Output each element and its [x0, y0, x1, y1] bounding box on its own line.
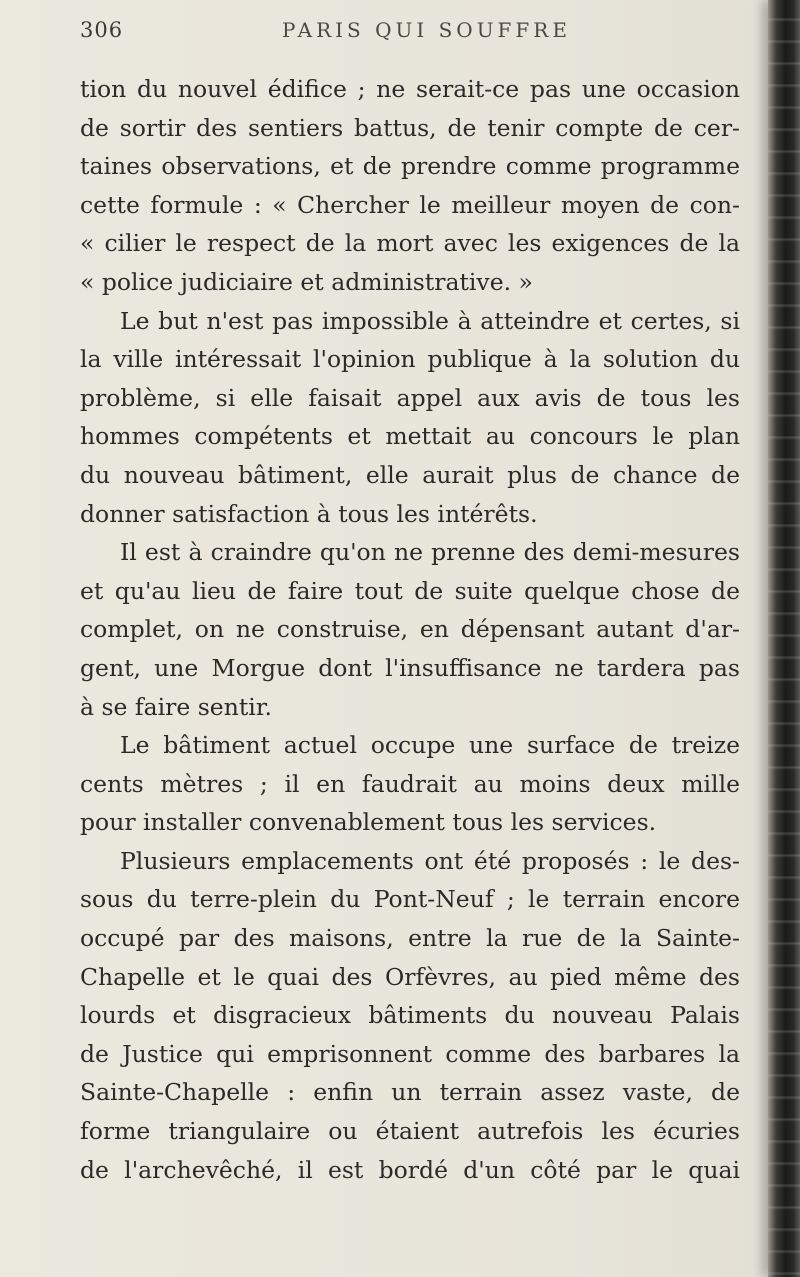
text-line: la ville intéressait l'opinion publique à la solution du: [80, 345, 740, 374]
text-line: complet, on ne construise, en dépensant autant d'ar-: [80, 615, 740, 644]
text-line: Il est à craindre qu'on ne prenne des demi-mesures: [120, 538, 740, 567]
text-line: pour installer convenablement tous les services.: [80, 808, 657, 837]
text-line: de l'archevêché, il est bordé d'un côté par le quai: [80, 1155, 740, 1184]
text-line: problème, si elle faisait appel aux avis de tous les: [80, 383, 740, 412]
text-line: taines observations, et de prendre comme programme: [80, 152, 740, 181]
text-line: forme triangulaire ou étaient autrefois les écuries: [80, 1117, 740, 1146]
text-line: et qu'au lieu de faire tout de suite quelque chose de: [80, 576, 740, 605]
text-line: du nouveau bâtiment, elle aurait plus de chance de: [80, 460, 740, 489]
text-line: à se faire sentir.: [80, 692, 272, 721]
text-line: de sortir des sentiers battus, de tenir compte de cer-: [80, 113, 740, 142]
text-line: Chapelle et le quai des Orfèvres, au pied même des: [80, 962, 740, 991]
body-text: [80, 70, 740, 1230]
book-binding-edge: [768, 0, 800, 1277]
text-line: Le but n'est pas impossible à atteindre et certes, si: [120, 306, 740, 335]
text-line: lourds et disgracieux bâtiments du nouveau Palais: [80, 1001, 740, 1030]
page-number: 306: [80, 18, 124, 42]
text-line: « police judiciaire et administrative. »: [80, 267, 533, 296]
text-line: cents mètres ; il en faudrait au moins deux mille: [80, 769, 740, 798]
text-line: Le bâtiment actuel occupe une surface de treize: [120, 731, 740, 760]
text-line: hommes compétents et mettait au concours le plan: [80, 422, 740, 451]
text-line: de Justice qui emprisonnent comme des barbares la: [80, 1039, 740, 1068]
text-line: sous du terre-plein du Pont-Neuf ; le terrain encore: [80, 885, 740, 914]
page-header: [80, 18, 740, 58]
text-line: donner satisfaction à tous les intérêts.: [80, 499, 538, 528]
text-line: cette formule : « Chercher le meilleur moyen de con-: [80, 190, 740, 219]
text-line: gent, une Morgue dont l'insuffisance ne tardera pas: [80, 653, 740, 682]
text-line: tion du nouvel édifice ; ne serait-ce pas une occasion: [80, 75, 740, 103]
text-line: occupé par des maisons, entre la rue de la Sainte-: [80, 924, 740, 953]
text-line: « cilier le respect de la mort avec les exigences de la: [80, 229, 740, 258]
running-title: PARIS QUI SOUFFRE: [282, 18, 571, 42]
text-line: Plusieurs emplacements ont été proposés : le des-: [120, 846, 740, 875]
text-line: Sainte-Chapelle : enfin un terrain assez vaste, de: [80, 1078, 740, 1107]
